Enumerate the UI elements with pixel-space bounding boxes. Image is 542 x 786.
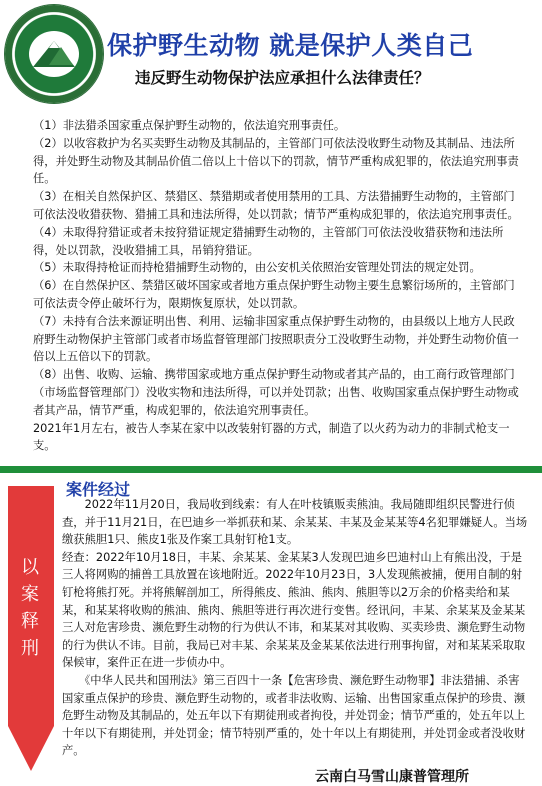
page-subtitle: 违反野生动物保护法应承担什么法律责任？ <box>135 69 430 87</box>
case-paragraph: 2022年11月20日，我局收到线索：有人在叶枝镇贩卖熊油。我局随即组织民警进行侦查，并于11月21日，在巴迪乡一举抓获和某、余某某、丰某及金某某等4名犯罪嫌疑人。当场缴获熊胆1只、熊皮1张及作案工具射钉枪1支。 <box>62 498 528 547</box>
side-label-char: 刑 <box>21 638 39 659</box>
list-item: （1）非法猎杀国家重点保护野生动物的，依法追究刑事责任。 <box>33 119 346 132</box>
law-paragraph: 《中华人民共和国刑法》第三百四十一条【危害珍贵、濒危野生动物罪】非法猎捕、杀害国家重点保护的珍贵、濒危野生动物的，或者非法收购、运输、出售国家重点保护的珍贵、濒危野生动物及其制品的，处五年以下有期徒刑或者拘役，并处罚金；情节严重的，处五年以上十年以下有期徒刑，并处罚金；情节特别严重的，处十年以上有期徒刑，并处罚金或者没收财产。 <box>62 673 526 758</box>
mountain-emblem-icon <box>29 31 79 77</box>
list-item: （5）未取得持枪证而持枪猎捕野生动物的，由公安机关依照治安管理处罚法的规定处罚。 <box>33 261 481 275</box>
page-title: 保护野生动物 就是保护人类自己 <box>107 31 474 60</box>
list-item: （3）在相关自然保护区、禁猎区、禁猎期或者使用禁用的工具、方法猎捕野生动物的，主管部门可依法没收猎获物、猎捕工具和违法所得，处以罚款；情节严重构成犯罪的，依法追究刑事责任。 <box>33 190 519 221</box>
case-section-title: 案件经过 <box>66 480 131 499</box>
list-item: （8）出售、收购、运输、携带国家或地方重点保护野生动物或者其产品的，由工商行政管理部门（市场监督管理部门）没收实物和违法所得，可以并处罚款；出售、收购国家重点保护野生动物或者其产品，情节严重，构成犯罪的，依法追究刑事责任。 <box>33 368 519 417</box>
reserve-logo-icon <box>5 5 103 103</box>
case-details <box>62 496 528 760</box>
section-divider <box>0 466 542 473</box>
case-paragraph: 经查：2022年10月18日，丰某、余某某、金某某3人发现巴迪乡巴迪村山上有熊出没，于是三人将网购的捕兽工具放置在该地附近。2022年10月23日，3人发现熊被捕，便用自制的射钉枪将熊打死。并将熊解剖加工，所得熊皮、熊油、熊肉、熊胆等以2万余的价格卖给和某某，和某某将收购的熊油、熊肉、熊胆等进行再次进行变售。经讯问，丰某、余某某及金某某三人对危害珍贵、濒危野生动物的行为供认不讳，和某某对其收购、买卖珍贵、濒危野生动物的行为供认不讳。目前，我局已对丰某、余某某及金某某依法进行刑事拘留，对和某某采取取保候审，案件正在进一步侦办中。 <box>62 550 526 670</box>
list-item: （7）未持有合法来源证明出售、利用、运输非国家重点保护野生动物的，由县级以上地方人民政府野生动物保护主管部门或者市场监督管理部门按照职责分工没收野生动物，并处野生动物价值一倍以上五倍以下的罚款。 <box>33 314 519 364</box>
side-label-char: 以 <box>21 557 39 578</box>
list-item: （4）未取得狩猎证或者未按狩猎证规定猎捕野生动物的，主管部门可依法没收猎获物和违法所得，处以罚款，没收猎捕工具，吊销狩猎证。 <box>33 225 504 257</box>
case-note: 2021年1月左右，被告人李某在家中以改装射钉器的方式，制造了以火药为动力的非制式枪支一支。 <box>33 421 510 453</box>
header <box>0 0 542 108</box>
side-label <box>18 554 42 662</box>
legal-liability-list <box>33 117 525 455</box>
organization-name: 云南白马雪山康普管理所 <box>315 769 469 785</box>
list-item: （2）以收容救护为名买卖野生动物及其制品的，主管部门可依法没收野生动物及其制品、违法所得，并处野生动物及其制品价值二倍以上十倍以下的罚款，情节严重构成犯罪的，依法追究刑事责任。 <box>33 136 519 186</box>
list-item: （6）在自然保护区、禁猎区破坏国家或者地方重点保护野生动物主要生息繁衍场所的，主管部门可依法责令停止破坏行为，限期恢复原状，处以罚款。 <box>33 279 515 310</box>
side-label-char: 释 <box>21 611 39 632</box>
side-label-char: 案 <box>21 584 39 605</box>
